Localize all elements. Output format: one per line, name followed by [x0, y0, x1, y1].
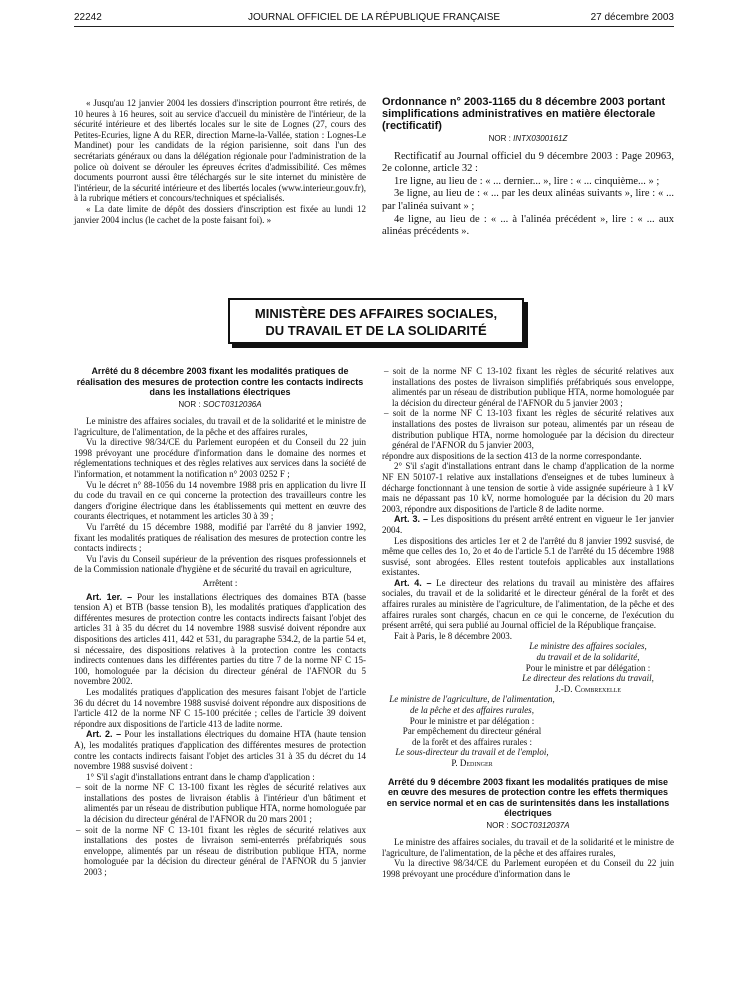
delegation-line: Par empêchement du directeur général: [402, 726, 542, 737]
article-text: Pour les installations électriques des domaines BTA (basse tension A) et BTB (basse tension B), les modalités pratiques d'application des différentes mesures de protection contre les contacts indirects faisant l'objet des articles 31 à 35 du décret du 14 novembre 1988 susvisé doivent répondre aux dispositions des articles 411, 442 et 531, du paragraphe 534.2, de la partie 54 et, si nécessaire, des dispositions relatives à la protection contre les contacts indirects contenues dans les différentes parties du titre 7 de la norme NF C 15-100, homologuée par la décision du directeur général de l'AFNOR du 5 novembre 2002.: [74, 591, 366, 687]
paragraph: Vu l'arrêté du 15 décembre 1988, modifié par l'arrêté du 8 janvier 1992, fixant les modalités pratiques de réalisation des mesures de protection contre les contacts indirects ;: [74, 522, 366, 554]
paragraph: Vu le décret n° 88-1056 du 14 novembre 1988 pris en application du livre II du code du travail en ce qui concerne la protection des travailleurs contre les dangers d'origine électrique dans les établissements qui mettent en œuvre des courants électriques, et notamment les articles 30 à 39 ;: [74, 479, 366, 522]
paragraph: Vu la directive 98/34/CE du Parlement européen et du Conseil du 22 juin 1998 prévoyant une procédure d'information dans le domaine des normes et réglementations techniques et des règles relatives aux services dans la société de l'information, et notamment la notification n° 2003 0252 F ;: [74, 437, 366, 480]
article-label: Art. 4. –: [394, 577, 432, 588]
paragraph: Le ministre des affaires sociales, du travail et de la solidarité et le ministre de l'agriculture, de l'alimentation, de la pêche et des affaires rurales,: [382, 837, 674, 858]
ministry-line-1: MINISTÈRE DES AFFAIRES SOCIALES,: [254, 306, 498, 321]
nor-code: SOCT0312037A: [510, 820, 570, 830]
article-1: [74, 592, 366, 687]
paragraph: Les modalités pratiques d'application des mesures faisant l'objet de l'article 36 du décret du 14 novembre 1988 susvisé doivent répondre aux dispositions de l'article 412 de la norme NF C 15-100 précitée ; celles de l'article 39 doivent répondre aux dispositions de l'article 413 de ladite norme.: [74, 686, 366, 729]
signatory-title: Le sous-directeur du travail et de l'emploi,: [395, 747, 549, 758]
article-text: Pour les installations électriques du domaine HTA (haute tension A), les modalités pratiques d'application des différentes mesures de protection contre les contacts indirects faisant l'objet des articles 31 à 35 du décret du 14 novembre 1988 susvisé doivent :: [74, 729, 367, 772]
article-3: [382, 514, 674, 535]
paragraph: « La date limite de dépôt des dossiers d'inscription est fixée au lundi 12 janvier 2004 inclus (le cachet de la poste faisant foi). »: [74, 203, 366, 225]
signatory-title: Le ministre des affaires sociales,: [529, 641, 647, 652]
paragraph: « Jusqu'au 12 janvier 2004 les dossiers d'inscription pourront être retirés, de 10 heures à 16 heures, soit au service d'accueil du ministère de l'intérieur, de la sécurité intérieure et des libertés locales sur le site de Lognes (27, cours des Petites-Ecuries, ligne A du RER, direction Marne-la-Vallée, station : Lognes-Le Mandinet) pour les candidats de la région parisienne, soit dans l'un des secrétariats généraux ou dans la délégation régionale pour l'administration de la police où doivent se dérouler les épreuves écrites d'admissibilité. Ces mêmes documents pourront aussi être téléchargés sur le site internet du ministère de l'intérieur, de la sécurité intérieure et des libertés locales (www.interieur.gouv.fr), à la rubrique métiers et concours/techniques et spécialisés.: [74, 98, 366, 204]
paragraph: Rectificatif au Journal officiel du 9 décembre 2003 : Page 20963, 2e colonne, article 32 :: [382, 150, 674, 175]
paragraph: Vu l'avis du Conseil supérieur de la prévention des risques professionnels et de la Commission nationale d'hygiène et de sécurité du travail en agriculture,: [74, 553, 366, 575]
article-text: Le directeur des relations du travail au ministère des affaires sociales, du travail et de la solidarité et le directeur général de la forêt et des affaires rurales au ministère de l'agriculture, de l'alimentation, de la pêche et des affaires rurales sont chargés, chacun en ce qui le concerne, de l'exécution du présent arrêté, qui sera publié au Journal officiel de la République française.: [382, 577, 675, 631]
paragraph: 3e ligne, au lieu de : « ... par les deux alinéas suivants », lire : « ... par l'alinéa suivant » ;: [382, 188, 674, 212]
nor-reference: [382, 134, 674, 145]
paragraph: Vu la directive 98/34/CE du Parlement européen et du Conseil du 22 juin 1998 prévoyant une procédure d'information dans le: [382, 858, 674, 879]
page-number: 22242: [74, 12, 102, 23]
nor-label: NOR :: [486, 820, 509, 830]
signatory-title: Le directeur des relations du travail,: [522, 673, 654, 684]
delegation-line: Pour le ministre et par délégation :: [409, 715, 535, 726]
nor-label: NOR :: [488, 134, 511, 143]
paragraph: 1re ligne, au lieu de : « ... dernier... », lire : « ... cinquième... » ;: [394, 175, 660, 187]
signature-block-2: [382, 694, 562, 768]
arrete-1-right-column: [382, 366, 674, 880]
list-item: – soit de la norme NF C 13-102 fixant les règles de sécurité relatives aux installations des postes de livraison simplifiés préfabriqués sous enveloppe, alimentés par un réseau de distribution publique HTA, norme homologuée par la décision du directeur général de l'AFNOR du 5 janvier 2003 ;: [384, 366, 674, 408]
nor-label: NOR :: [178, 399, 201, 409]
top-left-column: [74, 98, 366, 225]
signature-date: Fait à Paris, le 8 décembre 2003.: [394, 630, 512, 641]
arretent-label: Arrêtent :: [202, 578, 238, 588]
nor-code: SOCT0312036A: [202, 399, 262, 409]
signatory-title: de la pêche et des affaires rurales,: [410, 705, 534, 715]
list-item: – soit de la norme NF C 13-101 fixant les règles de sécurité relatives aux installations des postes de livraison semi-enterrés préfabriqués sous enveloppe, alimentés par un réseau de distribution publique HTA, norme homologuée par la décision du directeur général de l'AFNOR du 5 janvier 2003 ;: [76, 824, 366, 878]
signatory-title: du travail et de la solidarité,: [536, 652, 640, 663]
nor-reference: [74, 400, 366, 411]
article-text: Les dispositions du présent arrêté entrent en vigueur le 1er janvier 2004.: [382, 514, 675, 535]
ministry-heading: [228, 298, 524, 344]
ministry-line-2: DU TRAVAIL ET DE LA SOLIDARITÉ: [265, 323, 487, 338]
paragraph: répondre aux dispositions de la section 413 de la norme correspondante.: [382, 450, 642, 461]
article-2: [74, 729, 366, 771]
paragraph: Le ministre des affaires sociales, du travail et de la solidarité et le ministre de l'agriculture, de l'alimentation, de la pêche et des affaires rurales,: [74, 416, 366, 437]
signature-block-1: [502, 641, 674, 694]
list-item: – soit de la norme NF C 13-100 fixant les règles de sécurité relatives aux installations des postes de livraison établis à l'intérieur d'un bâtiment et alimentés par un réseau de distribution publique HTA, norme homologuée par la décision du directeur général de l'AFNOR du 20 mars 2001 ;: [76, 782, 366, 825]
arrete-2-title: Arrêté du 9 décembre 2003 fixant les modalités pratiques de mise en œuvre des mesures de protection contre les effets thermiques en service normal et en cas de surintensités dans les installations électriques: [386, 776, 670, 819]
signatory-name: P. Dedinger: [451, 757, 493, 768]
journal-title: JOURNAL OFFICIEL DE LA RÉPUBLIQUE FRANÇAISE: [247, 12, 501, 23]
page-header: [74, 8, 674, 28]
article-label: Art. 3. –: [394, 514, 429, 525]
signatory-name: J.-D. Combrexelle: [554, 683, 622, 694]
article-label: Art. 2. –: [86, 729, 122, 740]
arrete-1-left-column: [74, 366, 366, 878]
article-4: [382, 578, 674, 631]
ordonnance-section: [382, 96, 674, 239]
signatory-title: Le ministre de l'agriculture, de l'alimentation,: [389, 694, 555, 705]
delegation-line: de la forêt et des affaires rurales :: [411, 736, 533, 747]
paragraph: Les dispositions des articles 1er et 2 de l'arrêté du 8 janvier 1992 susvisé, de même que celles des 1o, 2o et 4o de l'article 5.1 de l'arrêté du 15 décembre 1988 susvisé, sont abrogées. Elles restent toutefois applicables aux installations existantes.: [382, 535, 674, 578]
header-rule: [74, 26, 674, 27]
nor-reference: [382, 821, 674, 832]
ordonnance-title: Ordonnance n° 2003-1165 du 8 décembre 2003 portant simplifications administratives en matière électorale (rectificatif): [382, 96, 666, 132]
norm-list: [382, 366, 674, 451]
list-item: – soit de la norme NF C 13-103 fixant les règles de sécurité relatives aux installations des postes de livraison sur poteau, alimentés par un réseau de distribution publique HTA, norme homologuée par la décision du directeur général de l'AFNOR du 5 janvier 2003,: [384, 408, 674, 451]
delegation-line: Pour le ministre et par délégation :: [525, 662, 651, 673]
article-label: Art. 1er. –: [86, 591, 133, 602]
norm-list: [74, 782, 366, 877]
paragraph: 4e ligne, au lieu de : « ... à l'alinéa précédent », lire : « ... aux alinéas précédents ».: [382, 213, 674, 238]
paragraph: 2° S'il s'agit d'installations entrant dans le champ d'application de la norme NF EN 50107-1 relative aux installations d'enseignes et de tubes lumineux à décharge fonctionnant à une tension de sortie à vide assignée supérieure à 1 kV mais ne dépassant pas 10 kV, norme homologuée par la décision du 20 mars 2003, répondre aux dispositions de l'article 8 de ladite norme.: [382, 461, 674, 514]
arrete-1-title: Arrêté du 8 décembre 2003 fixant les modalités pratiques de réalisation des mesures de protection contre les contacts indirects dans les installations électriques: [76, 366, 364, 397]
issue-date: 27 décembre 2003: [590, 12, 674, 23]
nor-code: INTX0300161Z: [513, 134, 568, 143]
paragraph: 1° S'il s'agit d'installations entrant dans le champ d'application :: [86, 771, 315, 782]
